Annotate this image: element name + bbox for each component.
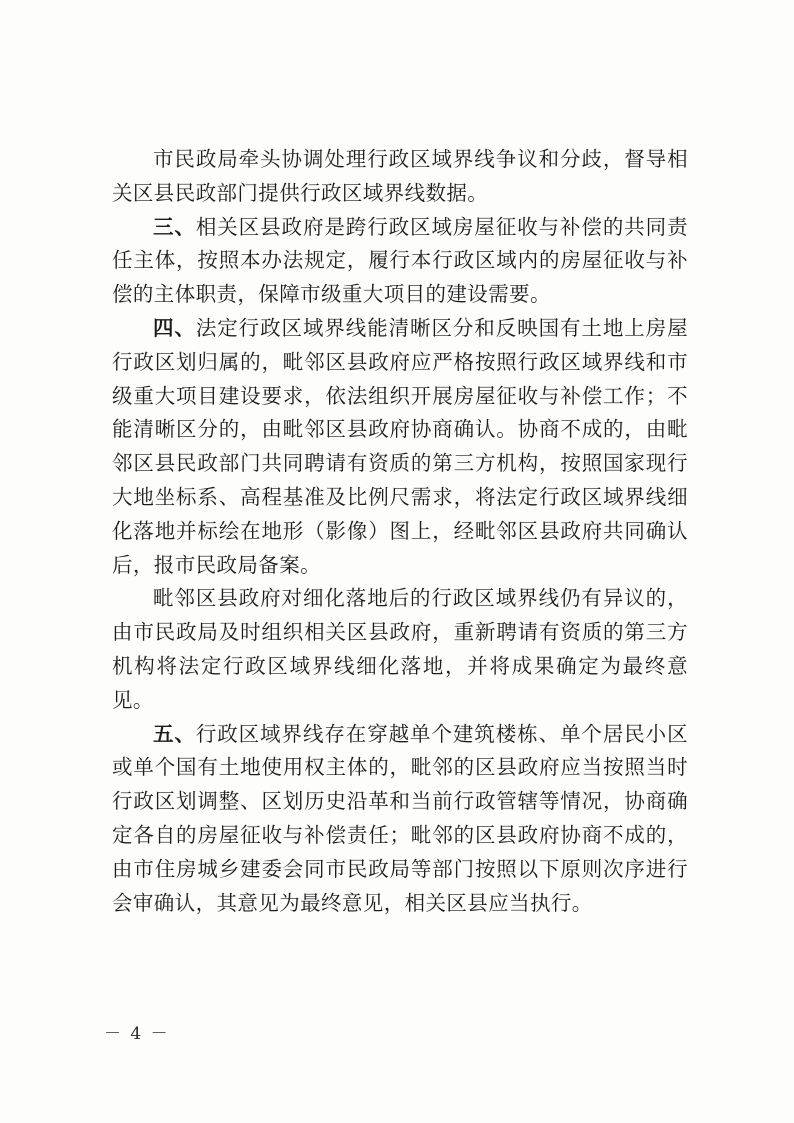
paragraph-3-text: 法定行政区域界线能清晰区分和反映国有土地上房屋行政区划归属的，毗邻区县政府应严格按照行政区域界线和市级重大项目建设要求，依法组织开展房屋征收与补偿工作；不能清晰区分的，由毗邻区县政府协商确认。协商不成的，由毗邻区县民政部门共同聘请有资质的第三方机构，按照国家现行大地坐标系、高程基准及比例尺需求，将法定行政区域界线细化落地并标绘在地形（影像）图上，经毗邻区县政府共同确认后，报市民政局备案。 xyxy=(112,315,688,577)
paragraph-2-text: 相关区县政府是跨行政区域房屋征收与补偿的共同责任主体，按照本办法规定，履行本行政区域内的房屋征收与补偿的主体职责，保障市级重大项目的建设需要。 xyxy=(112,214,688,307)
paragraph-3 xyxy=(112,312,688,582)
paragraph-4 xyxy=(112,582,688,717)
paragraph-5-lead: 五、 xyxy=(153,721,196,746)
document-body xyxy=(112,143,688,920)
paragraph-3-lead: 四、 xyxy=(153,315,196,340)
paragraph-2 xyxy=(112,211,688,312)
paragraph-5 xyxy=(112,718,688,921)
paragraph-2-lead: 三、 xyxy=(153,214,196,239)
paragraph-1-text: 市民政局牵头协调处理行政区域界线争议和分歧，督导相关区县民政部门提供行政区域界线数据。 xyxy=(112,147,688,205)
paragraph-4-text: 毗邻区县政府对细化落地后的行政区域界线仍有异议的，由市民政局及时组织相关区县政府，重新聘请有资质的第三方机构将法定行政区域界线细化落地，并将成果确定为最终意见。 xyxy=(112,586,688,712)
paragraph-1 xyxy=(112,143,688,211)
paragraph-5-text: 行政区域界线存在穿越单个建筑楼栋、单个居民小区或单个国有土地使用权主体的，毗邻的区县政府应当按照当时行政区划调整、区划历史沿革和当前行政管辖等情况，协商确定各自的房屋征收与补偿责任；毗邻的区县政府协商不成的，由市住房城乡建委会同市民政局等部门按照以下原则次序进行会审确认，其意见为最终意见，相关区县应当执行。 xyxy=(112,721,688,915)
page-number: － 4 － xyxy=(104,1024,170,1044)
